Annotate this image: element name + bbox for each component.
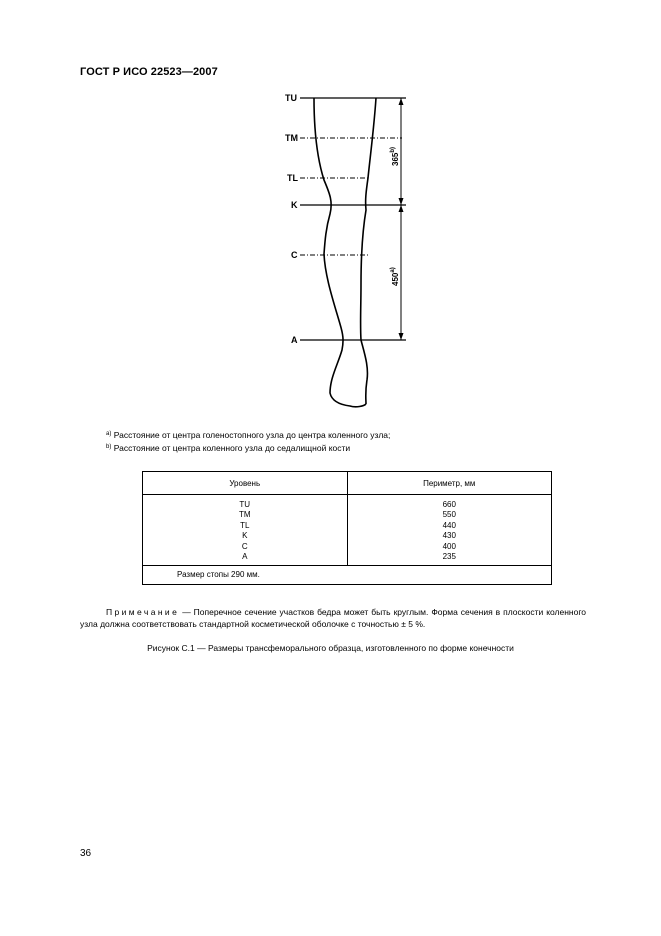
table-cell-perimeter: 430 bbox=[442, 531, 456, 541]
footnote-text-a: Расстояние от центра голеностопного узла до центра коленного узла; bbox=[113, 430, 391, 440]
table-cell-perimeter: 440 bbox=[442, 520, 456, 530]
note-label: Примечание bbox=[106, 607, 180, 617]
dimension-lower: 450$^{a)}$ bbox=[390, 267, 400, 286]
table-header-row bbox=[143, 472, 552, 495]
footnote-b bbox=[106, 441, 350, 454]
table-cell-level: TU bbox=[239, 500, 251, 509]
level-label-tm: TM bbox=[285, 133, 298, 143]
leg-outline-back bbox=[361, 98, 376, 404]
table-cell-level: A bbox=[242, 552, 248, 562]
level-label-a: A bbox=[291, 335, 298, 345]
table-cell-perimeter: 660 bbox=[442, 500, 456, 509]
table-perimeter-column bbox=[347, 495, 552, 566]
page-number: 36 bbox=[80, 848, 92, 859]
dimension-upper: 365$^{b)}$ bbox=[390, 146, 400, 166]
footnote-a bbox=[106, 428, 390, 441]
table-cell-level: K bbox=[242, 531, 248, 541]
level-label-tl: TL bbox=[287, 173, 298, 183]
table-header-level: Уровень bbox=[143, 472, 348, 495]
table-cell-level: C bbox=[241, 541, 248, 551]
leg-diagram bbox=[270, 88, 420, 408]
table-level-column bbox=[143, 495, 348, 566]
footnote-mark-b: b) bbox=[106, 444, 112, 450]
table-footer-row bbox=[143, 566, 552, 585]
arrow-bottom-icon bbox=[399, 333, 404, 340]
table-cell-level: TM bbox=[238, 510, 251, 520]
level-label-k: K bbox=[291, 200, 298, 210]
arrow-top-icon bbox=[399, 98, 404, 105]
table-cell-level: TL bbox=[240, 520, 250, 530]
table-cell-perimeter: 235 bbox=[442, 552, 456, 562]
table-footer: Размер стопы 290 мм. bbox=[143, 566, 552, 585]
table-values-row bbox=[143, 495, 552, 566]
arrow-k-down-icon bbox=[399, 205, 404, 212]
footnote-text-b: Расстояние от центра коленного узла до седалищной кости bbox=[113, 443, 351, 453]
level-label-c: C bbox=[291, 250, 298, 260]
document-header: ГОСТ Р ИСО 22523—2007 bbox=[80, 66, 218, 78]
table-cell-perimeter: 400 bbox=[442, 541, 456, 551]
footnote-mark-a: a) bbox=[106, 431, 112, 437]
level-label-tu: TU bbox=[285, 93, 297, 103]
note-text: — Поперечное сечение участков бедра может быть круглым. Форма сечения в плоскости коленного узла должна соответствовать стандартной косметической оболочке с точностью ± 5 %. bbox=[80, 607, 586, 629]
arrow-k-up-icon bbox=[399, 198, 404, 205]
note-paragraph bbox=[80, 606, 586, 630]
table-cell-perimeter: 550 bbox=[442, 510, 456, 520]
table-header-perimeter: Периметр, мм bbox=[347, 472, 552, 495]
leg-outline-front bbox=[314, 98, 366, 407]
perimeter-table bbox=[142, 471, 552, 585]
figure-caption: Рисунок С.1 — Размеры трансфеморального образца, изготовленного по форме конечности bbox=[147, 643, 514, 653]
leg-dimension-figure bbox=[270, 88, 420, 408]
